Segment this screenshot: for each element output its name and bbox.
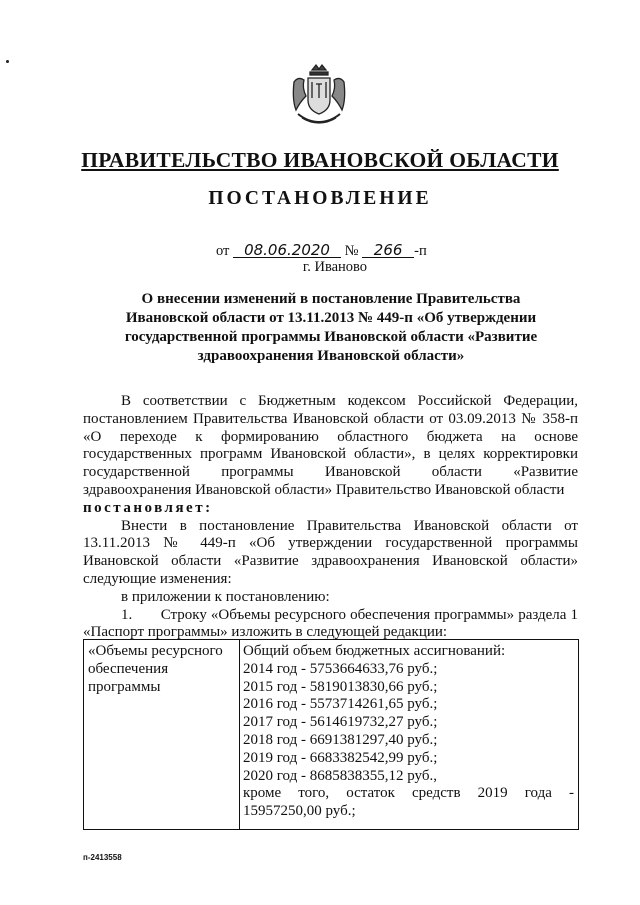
coat-of-arms-emblem bbox=[288, 62, 350, 126]
decree-title: ПОСТАНОВЛЕНИЕ bbox=[208, 188, 432, 209]
document-id: п-2413558 bbox=[83, 853, 122, 862]
item-1-paragraph bbox=[83, 607, 578, 643]
government-title: ПРАВИТЕЛЬСТВО ИВАНОВСКОЙ ОБЛАСТИ bbox=[81, 148, 559, 172]
year-line: 2015 год - 5819013830,66 руб.; bbox=[243, 678, 438, 695]
table-row bbox=[84, 640, 579, 830]
scan-dot bbox=[6, 60, 9, 63]
date-number-line bbox=[216, 243, 427, 260]
year-line: 2020 год - 8685838355,12 руб., bbox=[243, 767, 437, 784]
handwritten-number: 266 bbox=[362, 243, 414, 258]
table-left-cell: «Объемы ресурсного обеспечения программы bbox=[84, 640, 240, 830]
resources-table bbox=[83, 639, 579, 830]
decree-subject: О внесении изменений в постановление Правительства Ивановской области от 13.11.2013 № 449-п «Об утверждении государственной программы Ивановской области «Развитие здравоохранения Ивановской области» bbox=[124, 291, 538, 364]
total-label: Общий объем бюджетных ассигнований: bbox=[243, 643, 506, 659]
year-line: 2016 год - 5573714261,65 руб.; bbox=[243, 696, 438, 713]
remainder-amount: 15957250,00 руб.; bbox=[243, 803, 356, 820]
year-line: 2014 год - 5753664633,76 руб.; bbox=[243, 660, 438, 677]
decree-body bbox=[83, 393, 578, 642]
year-line: 2019 год - 6683382542,99 руб.; bbox=[243, 749, 438, 766]
number-sign: № bbox=[344, 243, 359, 259]
item-1-number: 1. bbox=[121, 606, 133, 623]
year-line: 2017 год - 5614619732,27 руб.; bbox=[243, 714, 438, 731]
annex-paragraph: в приложении к постановлению: bbox=[121, 588, 330, 605]
resolves-word: постановляет: bbox=[83, 499, 213, 516]
date-prefix: от bbox=[216, 243, 230, 259]
city: г. Иваново bbox=[302, 259, 368, 275]
remainder-line: кроме того, остаток средств 2019 года - bbox=[243, 785, 574, 802]
table-right-cell bbox=[240, 640, 579, 830]
handwritten-date: 08.06.2020 bbox=[233, 243, 341, 258]
amendment-paragraph: Внести в постановление Правительства Ивановской области от 13.11.2013 № 449-п «Об утверждении государственной программы Ивановской области «Развитие здравоохранения Ивановской области» следующие изменения: bbox=[83, 517, 578, 587]
preamble-paragraph: В соответствии с Бюджетным кодексом Российской Федерации, постановлением Правительства Ивановской области от 03.09.2013 № 358-п «О переходе к формированию областного бюджета на основе государственных программ Ивановской области», в целях корректировки государственной программы Ивановской области «Развитие здравоохранения Ивановской области» Правительство Ивановской области bbox=[83, 393, 578, 498]
year-line: 2018 год - 6691381297,40 руб.; bbox=[243, 731, 438, 748]
item-1-text: Строку «Объемы ресурсного обеспечения программы» раздела 1 «Паспорт программы» изложить в следующей редакции: bbox=[83, 606, 579, 641]
number-suffix: -п bbox=[414, 243, 427, 259]
